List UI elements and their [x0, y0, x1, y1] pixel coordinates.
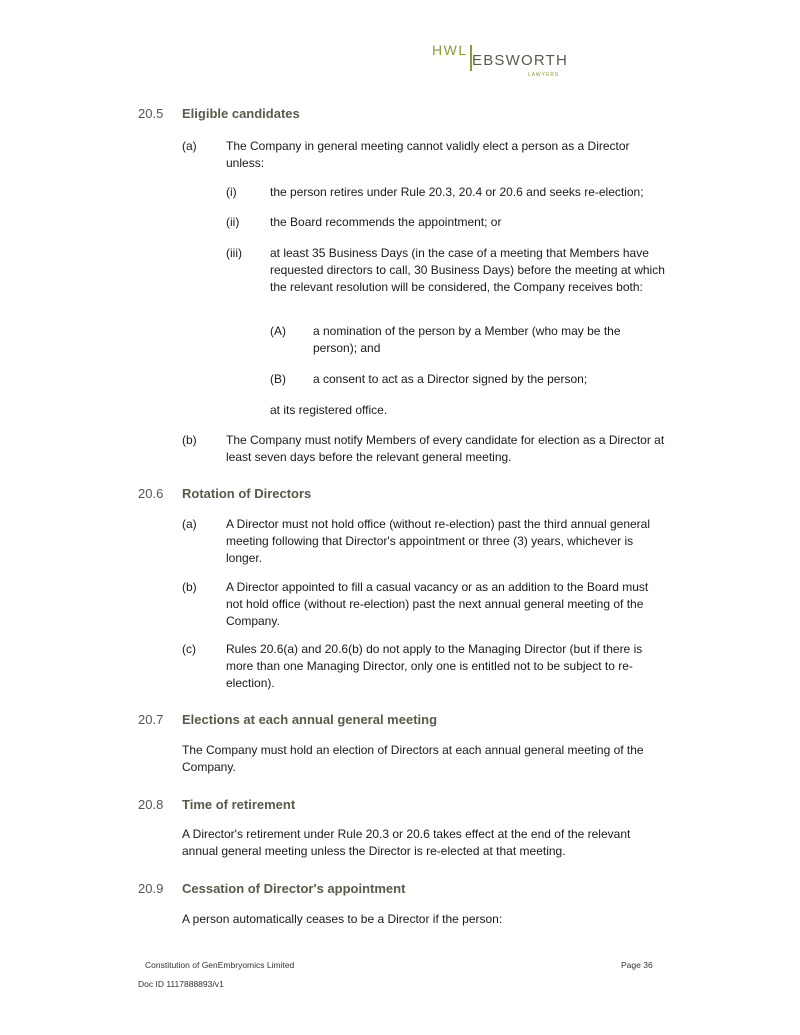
clause-label: (a): [182, 139, 197, 153]
section-20-7-heading: [138, 711, 638, 728]
section-20-8-heading: [138, 796, 638, 813]
clause-label: (A): [270, 324, 286, 338]
clause-label: (b): [182, 580, 197, 594]
registered-office-text: at its registered office.: [270, 403, 388, 417]
clause-label: (b): [182, 433, 197, 447]
firm-logo: [432, 40, 568, 80]
section-number: 20.7: [138, 712, 164, 727]
clause-label: (i): [226, 185, 237, 199]
footer-page-number: Page 36: [621, 960, 653, 970]
section-title: Rotation of Directors: [182, 486, 312, 501]
clause-20-5-a-iii-A: a nomination of the person by a Member (who may be the person); and: [313, 324, 621, 355]
section-20-9-heading: [138, 880, 638, 897]
section-20-5-heading: [138, 105, 638, 122]
clause-20-5-a-iii: at least 35 Business Days (in the case of a meeting that Members have requested directors to call, 30 Business Days) before the meeting at which the relevant resolution will be considered, the Company receives both:: [270, 246, 665, 294]
clause-label: (ii): [226, 215, 240, 229]
clause-20-5-a: The Company in general meeting cannot validly elect a person as a Director unless:: [226, 139, 630, 170]
section-20-6-heading: [138, 485, 638, 502]
clause-20-5-b: The Company must notify Members of every candidate for election as a Director at least seven days before the relevant general meeting.: [226, 433, 665, 464]
section-title: Elections at each annual general meeting: [182, 712, 438, 727]
clause-label: (B): [270, 372, 286, 386]
clause-label: (c): [182, 642, 196, 656]
clause-label: (a): [182, 517, 197, 531]
footer-document-title: Constitution of GenEmbryomics Limited: [145, 960, 295, 970]
clause-label: (iii): [226, 246, 242, 260]
clause-20-6-b: A Director appointed to fill a casual vacancy or as an addition to the Board must not hold office (without re-election) past the next annual general meeting of the Company.: [226, 580, 649, 628]
section-title: Eligible candidates: [182, 106, 300, 121]
logo-lawyers: LAWYERS: [528, 72, 560, 78]
section-20-8-text: A Director's retirement under Rule 20.3 or 20.6 takes effect at the end of the relevant annual general meeting unless the Director is re-elected at that meeting.: [182, 827, 631, 858]
section-number: 20.8: [138, 797, 164, 812]
footer-doc-id: Doc ID 1117888893/v1: [138, 979, 224, 989]
clause-20-5-a-i: the person retires under Rule 20.3, 20.4 or 20.6 and seeks re-election;: [270, 185, 644, 199]
clause-20-5-a-iii-B: a consent to act as a Director signed by the person;: [313, 372, 588, 386]
section-number: 20.6: [138, 486, 164, 501]
clause-20-6-c: Rules 20.6(a) and 20.6(b) do not apply to the Managing Director (but if there is more than one Managing Director, only one is entitled not to be subject to re-election).: [226, 642, 643, 690]
section-number: 20.9: [138, 881, 164, 896]
logo-hw: HWL: [432, 42, 468, 58]
clause-20-6-a: A Director must not hold office (without re-election) past the third annual general meeting following that Director's appointment or three (3) years, whichever is longer.: [226, 517, 651, 565]
logo-ebsworth: EBSWORTH: [472, 52, 568, 69]
section-number: 20.5: [138, 106, 164, 121]
section-20-9-text: A person automatically ceases to be a Director if the person:: [182, 912, 503, 926]
clause-20-5-a-ii: the Board recommends the appointment; or: [270, 215, 502, 229]
section-20-7-text: The Company must hold an election of Directors at each annual general meeting of the Company.: [182, 743, 644, 774]
section-title: Time of retirement: [182, 797, 296, 812]
section-title: Cessation of Director's appointment: [182, 881, 406, 896]
